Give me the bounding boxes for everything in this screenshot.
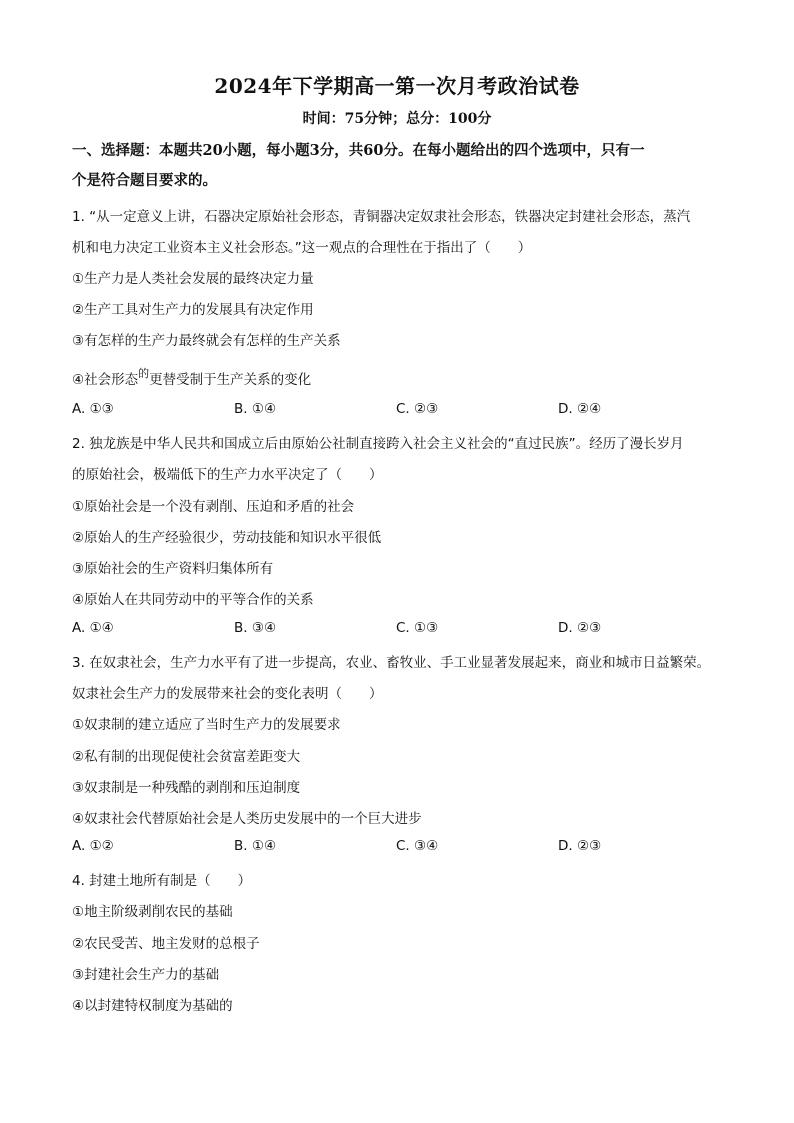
- q1-choice-c: C. ②③: [396, 401, 439, 417]
- q1-choice-d: D. ②④: [558, 401, 602, 417]
- q3-stem-line1: 3. 在奴隶社会，生产力水平有了进一步提高，农业、畜牧业、手工业显著发展起来，商业和城市日益繁荣。: [72, 655, 711, 671]
- q1-item-1: ①生产力是人类社会发展的最终决定力量: [72, 271, 314, 287]
- q2-item-1: ①原始社会是一个没有剥削、压迫和矛盾的社会: [72, 499, 355, 515]
- section-heading-line2: 个是符合题目要求的。: [72, 172, 217, 189]
- q1-stem-line2: 机和电力决定工业资本主义社会形态。”这一观点的合理性在于指出了（ ）: [72, 240, 532, 256]
- q4-item-3: ③封建社会生产力的基础: [72, 967, 220, 983]
- q1-item-2: ②生产工具对生产力的发展具有决定作用: [72, 302, 314, 318]
- q1-choice-a: A. ①③: [72, 401, 114, 417]
- q1-item-4-rest: 更替受制于生产关系的变化: [149, 372, 312, 388]
- q2-choice-b: B. ③④: [234, 620, 277, 636]
- q4-item-2: ②农民受苦、地主发财的总根子: [72, 936, 260, 952]
- q2-choice-c: C. ①③: [396, 620, 439, 636]
- q1-item-4-superscript: 的: [138, 367, 150, 380]
- q4-stem-line1: 4. 封建土地所有制是（ ）: [72, 873, 252, 889]
- q3-item-3: ③奴隶制是一种残酷的剥削和压迫制度: [72, 780, 301, 796]
- q2-choice-a: A. ①④: [72, 620, 114, 636]
- q1-stem-line1: 1. “从一定意义上讲，石器决定原始社会形态，青铜器决定奴隶社会形态，铁器决定封建社会形态，蒸汽: [72, 209, 691, 225]
- q2-stem-line2: 的原始社会，极端低下的生产力水平决定了（ ）: [72, 467, 383, 483]
- q3-choice-d: D. ②③: [558, 838, 602, 854]
- q3-item-2: ②私有制的出现促使社会贫富差距变大: [72, 749, 301, 765]
- q3-choice-a: A. ①②: [72, 838, 114, 854]
- q2-item-4: ④原始人在共同劳动中的平等合作的关系: [72, 592, 314, 608]
- q3-stem-line2: 奴隶社会生产力的发展带来社会的变化表明（ ）: [72, 686, 383, 702]
- q1-choice-b: B. ①④: [234, 401, 277, 417]
- section-heading-line1: 一、选择题：本题共20小题，每小题3分，共60分。在每小题给出的四个选项中，只有一: [72, 142, 645, 159]
- q3-choice-b: B. ①④: [234, 838, 277, 854]
- q4-item-1: ①地主阶级剥削农民的基础: [72, 904, 233, 920]
- q1-item-4: [72, 368, 742, 388]
- q2-item-2: ②原始人的生产经验很少，劳动技能和知识水平很低: [72, 530, 382, 546]
- q3-item-1: ①奴隶制的建立适应了当时生产力的发展要求: [72, 717, 341, 733]
- exam-info: 时间：75分钟；总分：100分: [302, 111, 492, 127]
- q1-item-3: ③有怎样的生产力最终就会有怎样的生产关系: [72, 333, 341, 349]
- q3-choice-c: C. ③④: [396, 838, 439, 854]
- q1-item-4-start: ④社会形态: [72, 372, 139, 388]
- q3-item-4: ④奴隶社会代替原始社会是人类历史发展中的一个巨大进步: [72, 811, 422, 827]
- q2-item-3: ③原始社会的生产资料归集体所有: [72, 561, 274, 577]
- q2-stem-line1: 2. 独龙族是中华人民共和国成立后由原始公社制直接跨入社会主义社会的“直过民族”。经历了漫长岁月: [72, 436, 684, 452]
- page-title: 2024年下学期高一第一次月考政治试卷: [214, 74, 580, 98]
- q2-choice-d: D. ②③: [558, 620, 602, 636]
- q4-item-4: ④以封建特权制度为基础的: [72, 998, 233, 1014]
